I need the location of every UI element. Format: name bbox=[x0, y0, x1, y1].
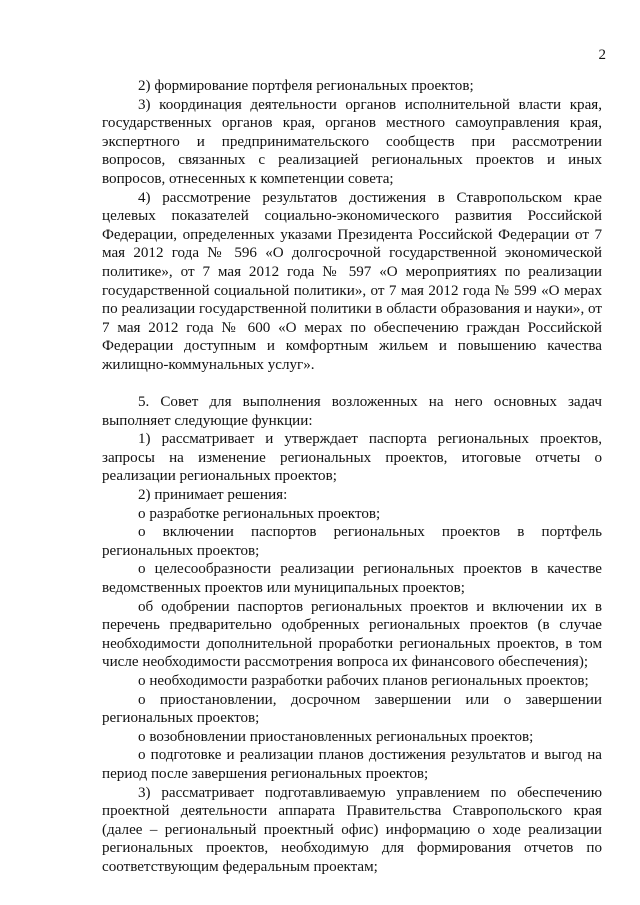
paragraph-decision-development: о разработке региональных проектов; bbox=[138, 505, 381, 522]
paragraph-reviews-information: 3) рассматривает подготавливаемую управлением по обеспечению проектной деятельности аппарата Правительства Ставропольского края (далее – региональный проектный офис) информацию о ходе реализации региональных проектов, необходимую для формирования отчетов по соответствующим федеральным проектам; bbox=[102, 784, 602, 875]
paragraph-decision-preapproval: об одобрении паспортов региональных проектов и включении их в перечень предварительно одобренных региональных проектов (в случае необходимости дополнительной проработки региональных проектов, в том числе необходимости рассмотрения вопроса их финансового обеспечения); bbox=[102, 598, 602, 671]
paragraph-makes-decisions: 2) принимает решения: bbox=[138, 487, 288, 504]
paragraph-decision-benefit-plans: о подготовке и реализации планов достижения результатов и выгод на период после завершения региональных проектов; bbox=[102, 747, 602, 782]
paragraph-approves-passports: 1) рассматривает и утверждает паспорта региональных проектов, запросы на изменение региональных проектов, итоговые отчеты о реализации региональных проектов; bbox=[102, 431, 602, 485]
paragraph-decision-expediency: о целесообразности реализации региональных проектов в качестве ведомственных проектов или муниципальных проектов; bbox=[102, 561, 602, 597]
paragraph-decision-inclusion: о включении паспортов региональных проектов в портфель региональных проектов; bbox=[102, 524, 602, 559]
paragraph-council-functions: 5. Совет для выполнения возложенных на него основных задач выполняет следующие функции: bbox=[102, 394, 602, 429]
paragraph-review-results: 4) рассмотрение результатов достижения в Ставропольском крае целевых показателей социально-экономического развития Российской Федерации, определенных указами Президента Российской Федерации от 7 мая 2012 года № 596 «О долгосрочной государственной экономической политике», от 7 мая 2012 года № 597 «О мероприятиях по реализации государственной социальной политики», от 7 мая 2012 года № 599 «О мерах по реализации государственной политики в области образования и науки», от 7 мая 2012 года № 600 «О мерах по обеспечению граждан Российской Федерации доступным и комфортным жильем и повышению качества жилищно-коммунальных услуг». bbox=[102, 189, 602, 373]
paragraph-decision-work-plans: о необходимости разработки рабочих планов региональных проектов; bbox=[138, 673, 589, 689]
paragraph-decision-suspension: о приостановлении, досрочном завершении или о завершении региональных проектов; bbox=[102, 691, 602, 727]
page-number: 2 bbox=[598, 47, 606, 63]
paragraph-decision-resumption: о возобновлении приостановленных региональных проектов; bbox=[138, 728, 534, 745]
paragraph-formation-portfolio: 2) формирование портфеля региональных проектов; bbox=[138, 78, 474, 94]
paragraph-coordination: 3) координация деятельности органов исполнительной власти края, государственных органов края, органов местного самоуправления края, экспертного и предпринимательского сообществ при рассмотрении вопросов, связанных с реализацией региональных проектов и иных вопросов, отнесенных к компетенции совета; bbox=[102, 96, 602, 187]
document-body bbox=[102, 77, 602, 877]
